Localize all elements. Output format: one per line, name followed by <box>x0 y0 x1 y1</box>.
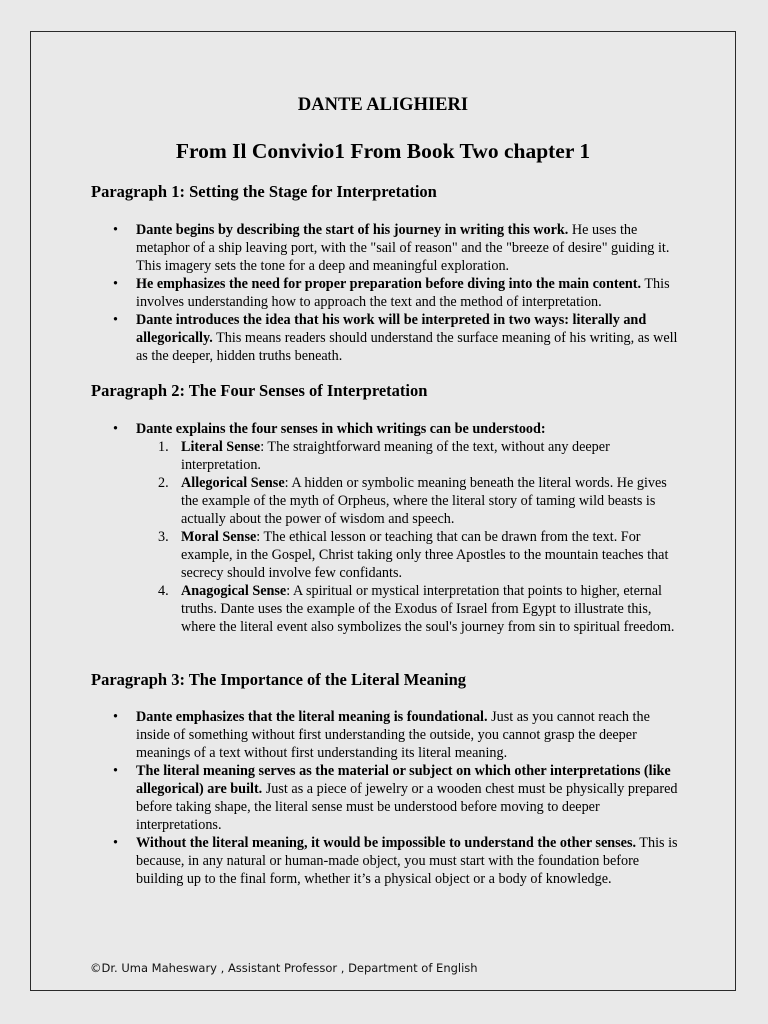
document-page <box>30 31 736 991</box>
sense-description: : The straightforward meaning of the text, without any deeper interpretation. <box>181 439 610 473</box>
sense-item-literal <box>136 438 681 474</box>
bullet-lead-text: Without the literal meaning, it would be impossible to understand the other senses. <box>136 835 637 851</box>
list-number: 2. <box>158 475 169 491</box>
sense-description: : A spiritual or mystical interpretation that points to higher, eternal truths. Dante uses the example of the Exodus of Israel from Egypt to illustrate this, where the literal event also symbolizes the soul's journey from sin to spiritual freedom. <box>181 583 675 635</box>
sense-term: Anagogical Sense <box>181 583 287 599</box>
sense-item-allegorical <box>136 474 681 528</box>
sense-term: Literal Sense <box>181 439 261 455</box>
section3-bullet-list <box>91 708 681 888</box>
sense-description: : A hidden or symbolic meaning beneath the literal words. He gives the example of the myth of Orpheus, where the literal story of taming wild beasts is actually about the power of wisdom and speech. <box>181 475 667 527</box>
section1-bullet <box>91 275 681 311</box>
bullet-lead-text: Dante introduces the idea that his work will be interpreted in two ways: literally and allegorically. <box>136 312 647 346</box>
section2-bullet-list <box>91 420 681 636</box>
section2-bullet <box>91 420 681 636</box>
sense-description: : The ethical lesson or teaching that can be drawn from the text. For example, in the Gospel, Christ taking only three Apostles to the mountain teaches that secrecy should involve few confidants. <box>181 529 669 581</box>
bullet-body-text: He uses the metaphor of a ship leaving port, with the "sail of reason" and the "breeze of desire" guiding it. This imagery sets the tone for a deep and meaningful exploration. <box>136 222 670 274</box>
section3-bullet <box>91 708 681 762</box>
senses-numbered-list <box>136 438 681 636</box>
document-title: DANTE ALIGHIERI <box>297 95 469 115</box>
bullet-lead-text: Dante explains the four senses in which writings can be understood: <box>136 421 546 437</box>
sense-term: Moral Sense <box>181 529 257 545</box>
section1-bullet <box>91 221 681 275</box>
list-number: 3. <box>158 529 169 545</box>
sense-item-anagogical <box>136 582 681 636</box>
bullet-body-text: This involves understanding how to approach the text and the method of interpretation. <box>136 276 670 310</box>
section1-bullet <box>91 311 681 365</box>
section1-bullet-list <box>91 221 681 365</box>
section2-heading: Paragraph 2: The Four Senses of Interpretation <box>91 381 428 400</box>
bullet-lead-text: Dante begins by describing the start of his journey in writing this work. <box>136 222 569 238</box>
bullet-body-text: This is because, in any natural or human-made object, you must start with the foundation before building up to the final form, whether it’s a physical object or a body of knowledge. <box>136 835 678 887</box>
list-number: 1. <box>158 439 169 455</box>
bullet-body-text: This means readers should understand the surface meaning of his writing, as well as the deeper, hidden truths beneath. <box>136 330 678 364</box>
bullet-body-text: Just as a piece of jewelry or a wooden chest must be physically prepared before taking shape, the literal sense must be understood before moving to deeper interpretations. <box>136 781 678 833</box>
section3-bullet <box>91 834 681 888</box>
sense-item-moral <box>136 528 681 582</box>
copyright-footer: ©Dr. Uma Maheswary , Assistant Professor , Department of English <box>90 961 478 975</box>
bullet-lead-text: He emphasizes the need for proper preparation before diving into the main content. <box>136 276 642 292</box>
section1-heading: Paragraph 1: Setting the Stage for Interpretation <box>91 182 437 201</box>
document-subtitle: From Il Convivio1 From Book Two chapter 1 <box>175 139 591 163</box>
sense-term: Allegorical Sense <box>181 475 285 491</box>
section3-bullet <box>91 762 681 834</box>
bullet-lead-text: The literal meaning serves as the material or subject on which other interpretations (like allegorical) are built. <box>136 763 671 797</box>
list-number: 4. <box>158 583 169 599</box>
bullet-body-text: Just as you cannot reach the inside of something without first understanding the outside, you cannot grasp the deeper meanings of a text without first understanding its literal meaning. <box>136 709 650 761</box>
section3-heading: Paragraph 3: The Importance of the Literal Meaning <box>91 670 467 689</box>
bullet-lead-text: Dante emphasizes that the literal meaning is foundational. <box>136 709 488 725</box>
